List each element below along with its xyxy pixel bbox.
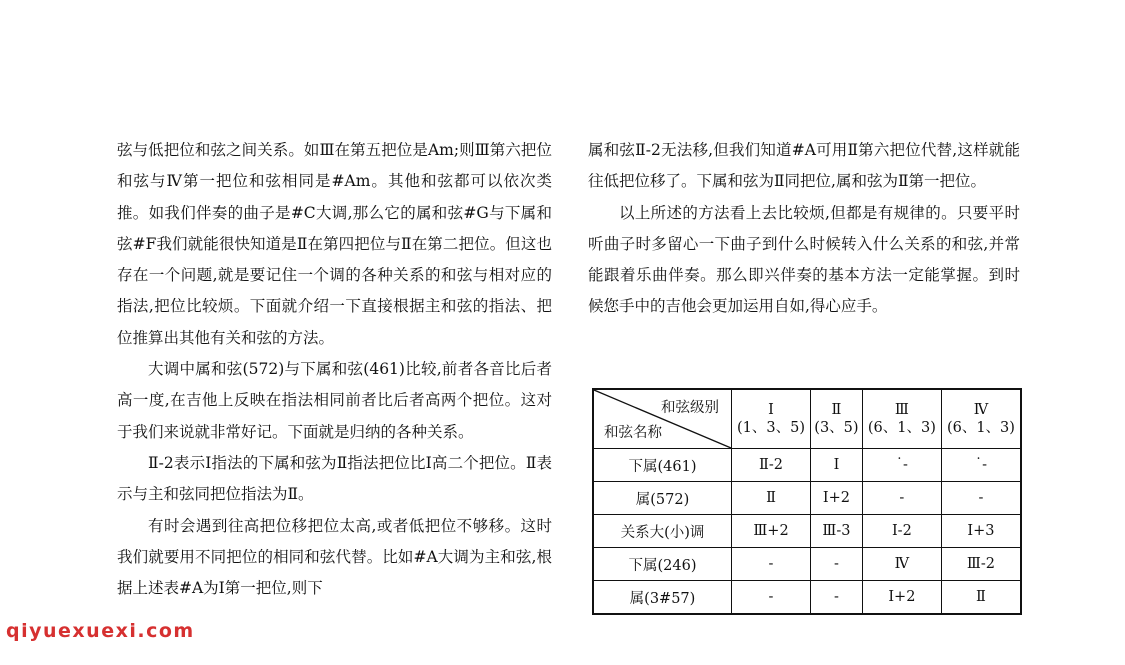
table-cell: Ⅲ-2	[941, 548, 1021, 581]
table-cell: Ⅳ	[862, 548, 941, 581]
table-cell: Ⅱ	[732, 482, 811, 515]
table-cell: -	[941, 482, 1021, 515]
row-label: 属(3#57)	[593, 581, 732, 615]
table-cell: Ⅱ-2	[732, 449, 811, 482]
table-cell: -	[811, 548, 863, 581]
table-row	[593, 449, 1021, 482]
column-header-3: Ⅲ (6、1、3)	[862, 389, 941, 449]
table-cell: -	[732, 548, 811, 581]
table-cell: Ⅰ	[811, 449, 863, 482]
header-chord-name: 和弦名称	[604, 425, 662, 441]
column-header-4: Ⅳ (6、1、3)	[941, 389, 1021, 449]
table-cell: Ⅲ+2	[732, 515, 811, 548]
table-row	[593, 515, 1021, 548]
paragraph-1: 弦与低把位和弦之间关系。如Ⅲ在第五把位是Am;则Ⅲ第六把位和弦与Ⅳ第一把位和弦相同是#Am。其他和弦都可以依次类推。如我们伴奏的曲子是#C大调,那么它的属和弦#G与下属和弦#F我们就能很快知道是Ⅱ在第四把位与Ⅱ在第二把位。但这也存在一个问题,就是要记住一个调的各种关系的和弦与相对应的指法,把位比较烦。下面就介绍一下直接根据主和弦的指法、把位推算出其他有关和弦的方法。	[117, 141, 552, 347]
row-label: 下属(246)	[593, 548, 732, 581]
column-header-1: Ⅰ (1、3、5)	[732, 389, 811, 449]
table-cell: Ⅰ+2	[811, 482, 863, 515]
row-label: 下属(461)	[593, 449, 732, 482]
table-cell: ˙-	[941, 449, 1021, 482]
right-column	[588, 135, 1020, 323]
table-row	[593, 581, 1021, 615]
table-cell: Ⅱ	[941, 581, 1021, 615]
table-cell: -	[811, 581, 863, 615]
site-watermark: qiyuexuexi.com	[6, 620, 195, 642]
table-cell: Ⅰ-2	[862, 515, 941, 548]
paragraph-4: 有时会遇到往高把位移把位太高,或者低把位不够移。这时我们就要用不同把位的相同和弦代替。比如#A大调为主和弦,根据上述表#A为Ⅰ第一把位,则下	[117, 516, 552, 598]
left-column	[117, 135, 552, 604]
chord-table	[592, 388, 1022, 615]
table-cell: Ⅰ+3	[941, 515, 1021, 548]
table-cell: Ⅲ-3	[811, 515, 863, 548]
paragraph-6: 以上所述的方法看上去比较烦,但都是有规律的。只要平时听曲子时多留心一下曲子到什么时候转入什么关系的和弦,并常能跟着乐曲伴奏。那么即兴伴奏的基本方法一定能掌握。到时候您手中的吉他会更加运用自如,得心应手。	[588, 203, 1020, 316]
paragraph-3: Ⅱ-2表示Ⅰ指法的下属和弦为Ⅱ指法把位比Ⅰ高二个把位。Ⅱ表示与主和弦同把位指法为Ⅱ。	[117, 453, 552, 504]
table-cell: -	[862, 482, 941, 515]
table-corner-header	[593, 389, 732, 449]
row-label: 属(572)	[593, 482, 732, 515]
column-header-2: Ⅱ (3、5)	[811, 389, 863, 449]
table-cell: -	[732, 581, 811, 615]
table-row	[593, 482, 1021, 515]
table-row	[593, 548, 1021, 581]
table-cell: ˙-	[862, 449, 941, 482]
paragraph-5: 属和弦Ⅱ-2无法移,但我们知道#A可用Ⅱ第六把位代替,这样就能往低把位移了。下属和弦为Ⅱ同把位,属和弦为Ⅱ第一把位。	[588, 141, 1020, 191]
paragraph-2: 大调中属和弦(572)与下属和弦(461)比较,前者各音比后者高一度,在吉他上反映在指法相同前者比后者高两个把位。这对于我们来说就非常好记。下面就是归纳的各种关系。	[117, 360, 552, 441]
header-chord-level: 和弦级别	[661, 400, 719, 416]
row-label: 关系大(小)调	[593, 515, 732, 548]
table-header-row	[593, 389, 1021, 449]
table-cell: Ⅰ+2	[862, 581, 941, 615]
